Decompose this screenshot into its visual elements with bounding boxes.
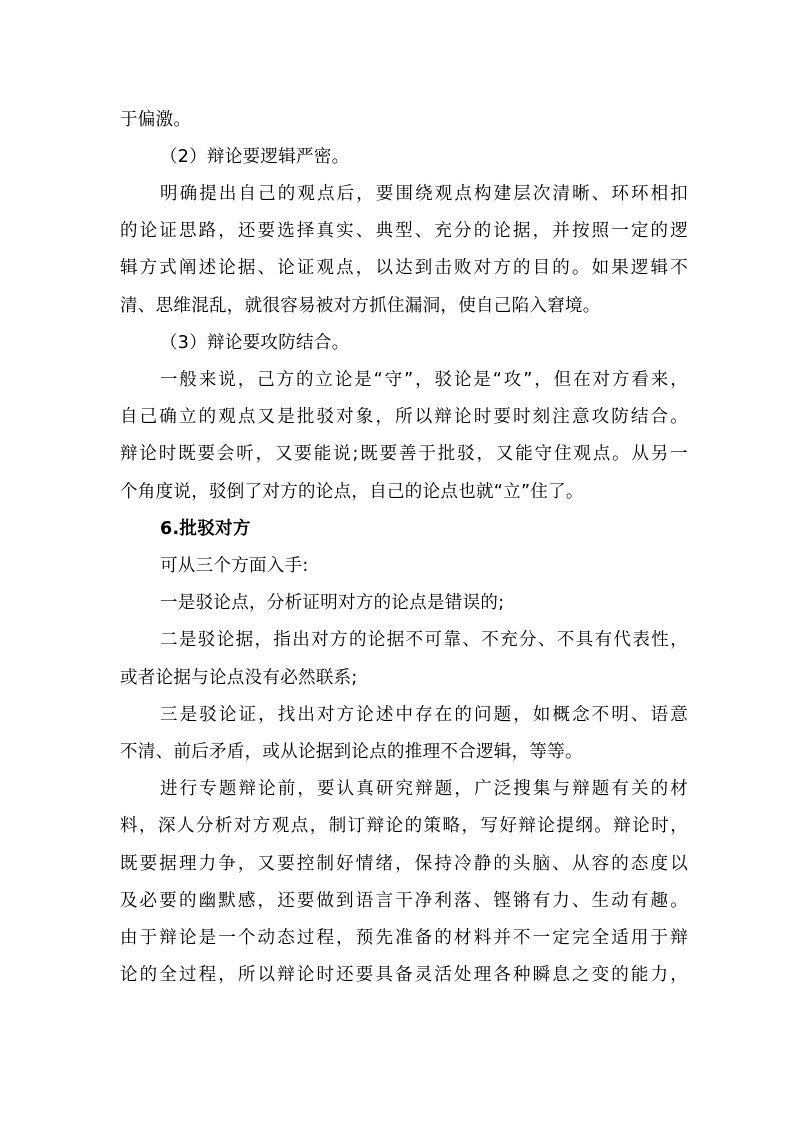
list-item-line: 三是驳论证，找出对方论述中存在的问题，如概念不明、语意	[160, 705, 688, 725]
paragraph-line: 明确提出自己的观点后，要围绕观点构建层次清晰、环环相扣	[160, 184, 688, 204]
paragraph-line: 个角度说，驳倒了对方的论点，自己的论点也就“立”住了。	[120, 482, 584, 502]
paragraph-line: 辑方式阐述论据、论证观点，以达到击败对方的目的。如果逻辑不	[120, 258, 688, 278]
section-heading: 6.批驳对方	[160, 519, 251, 539]
paragraph-line: 料，深人分析对方观点，制订辩论的策略，写好辩论提纲。辩论时，	[120, 816, 688, 836]
paragraph-line: 由于辩论是一个动态过程，预先准备的材料并不一定完全适用于辩	[120, 928, 688, 948]
paragraph-line: 论的全过程，所以辩论时还要具备灵活处理各种瞬息之变的能力，	[120, 965, 688, 985]
list-item-line: 一是驳论点，分析证明对方的论点是错误的;	[160, 593, 505, 613]
paragraph-line: 及必要的幽默感，还要做到语言干净利落、铿锵有力、生动有趣。	[120, 891, 688, 911]
paragraph-line: 进行专题辩论前，要认真研究辩题，广泛搜集与辩题有关的材	[160, 779, 688, 799]
paragraph-line: 既要据理力争，又要控制好情绪，保持冷静的头脑、从容的态度以	[120, 854, 688, 874]
paragraph-line: 可从三个方面入手:	[160, 556, 309, 576]
subheading-attack-defense: （3）辩论要攻防结合。	[160, 333, 350, 353]
paragraph-line: 清、思维混乱，就很容易被对方抓住漏洞，使自己陷入窘境。	[120, 296, 601, 316]
list-item-line: 不清、前后矛盾，或从论据到论点的推理不合逻辑，等等。	[120, 742, 583, 762]
list-item-line: 二是驳论据，指出对方的论据不可靠、不充分、不具有代表性，	[160, 630, 688, 650]
list-item-line: 或者论据与论点没有必然联系;	[120, 668, 358, 688]
paragraph-line: 自己确立的观点又是批驳对象，所以辩论时要时刻注意攻防结合。	[120, 407, 688, 427]
paragraph-line: 辩论时既要会听，又要能说;既要善于批驳，又能守住观点。从另一	[120, 444, 688, 464]
subheading-logic: （2）辩论要逻辑严密。	[160, 147, 350, 167]
text-line-continuation: 于偏激。	[120, 110, 192, 130]
paragraph-line: 一般来说，己方的立论是“守”，驳论是“攻”，但在对方看来，	[160, 370, 688, 390]
paragraph-line: 的论证思路，还要选择真实、典型、充分的论据，并按照一定的逻	[120, 221, 688, 241]
